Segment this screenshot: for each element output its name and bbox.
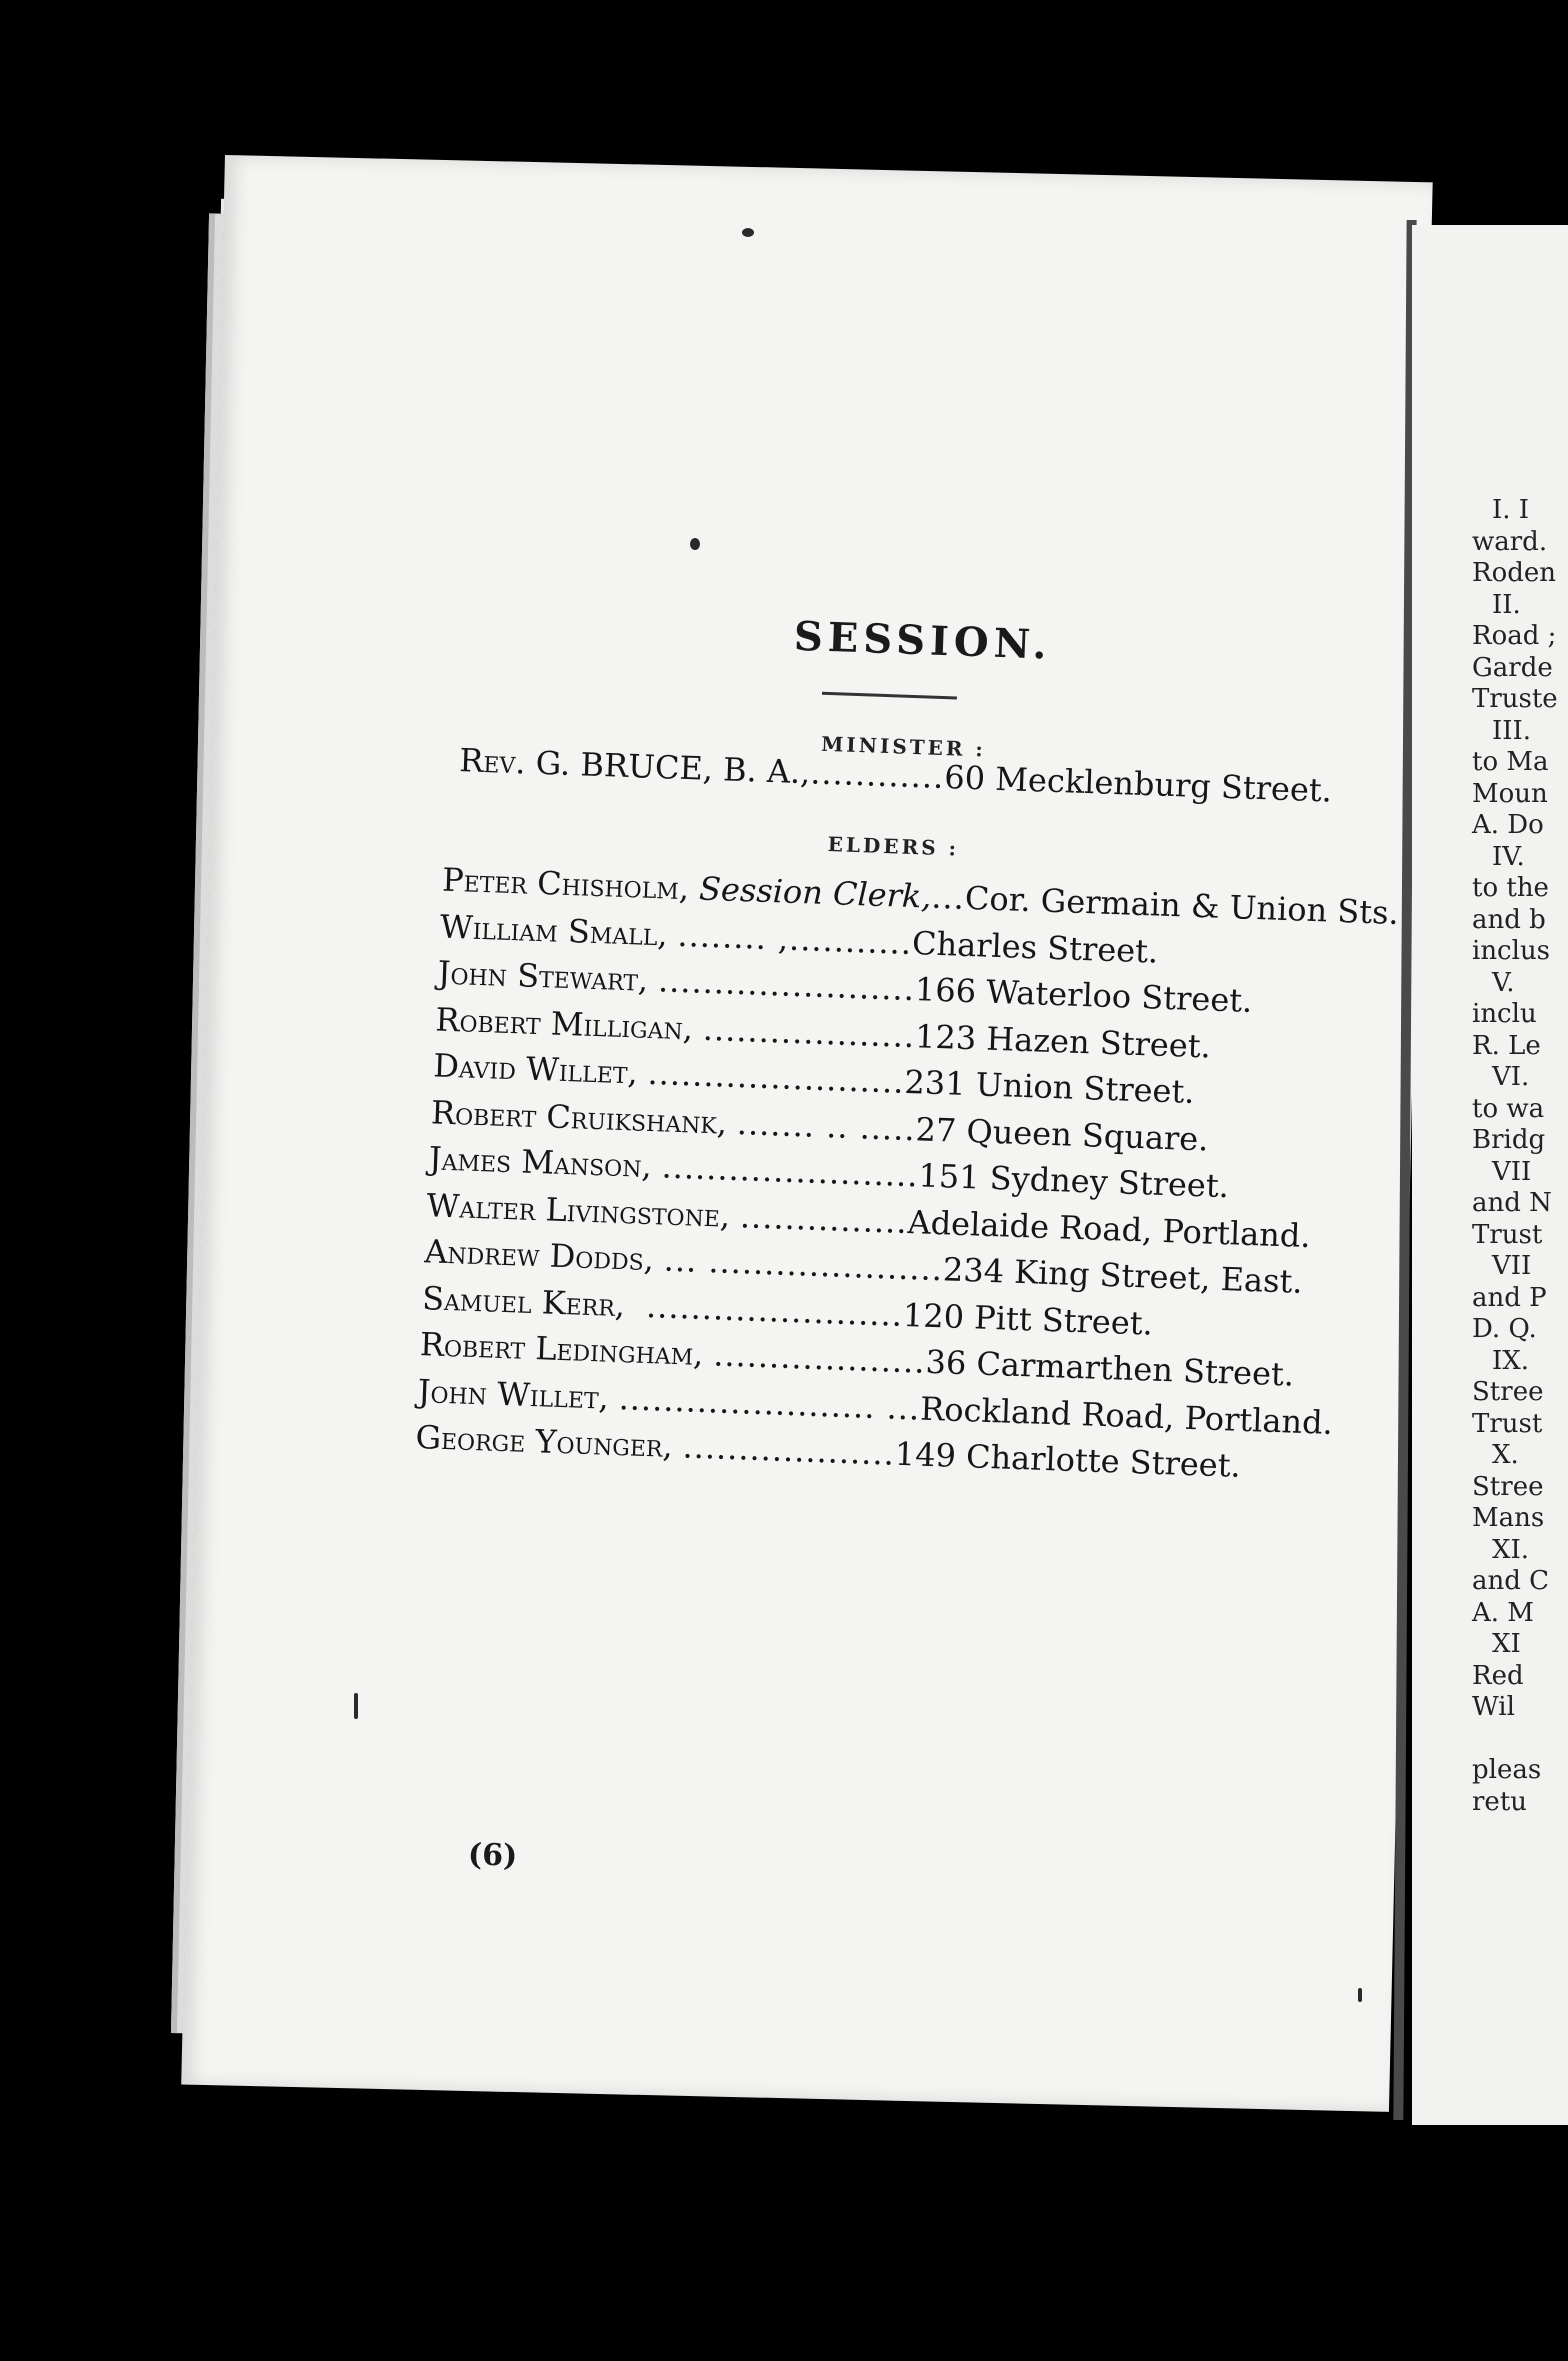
elder-address: 149 Charlotte Street. <box>894 1434 1242 1485</box>
leader-dots: ....... .. ..... <box>736 1103 917 1148</box>
right-page-text: A. Do <box>1472 810 1544 840</box>
ink-speck <box>690 538 700 550</box>
page-number: (6) <box>467 1837 518 1874</box>
right-page-text: R. Le <box>1472 1030 1541 1061</box>
leader-dots: ................... <box>712 1335 927 1381</box>
elder-address: 123 Hazen Street. <box>914 1016 1212 1066</box>
elder-name: Robert Ledingham, <box>419 1325 705 1373</box>
elder-name: Robert Cruikshank, <box>430 1092 728 1142</box>
right-page-text: Trust <box>1472 1408 1543 1439</box>
leader-dots: ....................... <box>661 1147 920 1195</box>
leader-dots: ....................... <box>647 1053 906 1101</box>
right-page-text: Wil <box>1472 1692 1515 1722</box>
right-page-text: I. I <box>1492 495 1530 525</box>
elder-name: Samuel Kerr, <box>421 1278 626 1324</box>
leader-dots: ................... <box>682 1427 896 1473</box>
elder-name: David Willet, <box>432 1046 639 1092</box>
right-page-text: Truste <box>1472 684 1558 714</box>
leader-dots: ....................... <box>634 1286 904 1334</box>
minister-heading: MINISTER : <box>820 731 987 762</box>
right-page-text: V. <box>1492 967 1515 998</box>
right-page-text: Bridg <box>1472 1125 1546 1155</box>
elder-address: 231 Union Street. <box>903 1062 1196 1111</box>
right-page-text: IV. <box>1492 841 1525 872</box>
elder-name: John Stewart, <box>437 953 649 999</box>
page-title: SESSION. <box>793 612 1053 669</box>
elder-name: Peter Chisholm, <box>441 860 690 908</box>
right-page-text: XI. <box>1492 1534 1530 1565</box>
right-page-text: to wa <box>1472 1093 1545 1124</box>
leader-dots: ....................... ... <box>618 1378 921 1428</box>
right-page-text: pleas <box>1472 1755 1542 1785</box>
ink-speck <box>354 1693 358 1719</box>
right-page-text: VII <box>1492 1156 1532 1187</box>
right-page-text: to the <box>1472 873 1549 903</box>
elder-name: John Willet, <box>417 1371 610 1417</box>
elder-name: Walter Livingstone, <box>426 1185 731 1235</box>
elder-address: 151 Sydney Street. <box>917 1156 1230 1206</box>
elder-name: William Small, <box>439 907 669 953</box>
elder-address: Rockland Road, Portland. <box>919 1389 1334 1442</box>
right-page-text: inclu <box>1472 999 1537 1029</box>
elder-name: George Younger, <box>414 1418 674 1465</box>
right-page-text: VI. <box>1492 1062 1530 1092</box>
leader-dots: ....................... <box>657 961 916 1009</box>
right-page-text: Stree <box>1472 1471 1544 1502</box>
right-page-text: inclus <box>1472 936 1551 966</box>
elder-address: 36 Carmarthen Street. <box>924 1342 1295 1394</box>
right-page-text: Red <box>1472 1660 1524 1691</box>
right-page <box>1412 225 1568 2125</box>
elder-address: 27 Queen Square. <box>915 1109 1210 1158</box>
elder-address: Cor. Germain & Union Sts. <box>964 878 1400 932</box>
right-page-text: and N <box>1472 1188 1552 1218</box>
elder-address: Adelaide Road, Portland. <box>906 1202 1312 1255</box>
leader-dots: ... <box>930 877 966 917</box>
right-page-text: and P <box>1472 1282 1547 1313</box>
elder-name: Andrew Dodds, <box>423 1232 655 1279</box>
right-page-text: ward. <box>1472 526 1548 557</box>
elder-address: 166 Waterloo Street. <box>914 970 1253 1020</box>
elder-role: Session Clerk, <box>698 869 933 916</box>
elder-name: James Manson, <box>428 1139 653 1186</box>
right-page-text: Road ; <box>1472 621 1557 651</box>
leader-dots: ... ..................... <box>663 1240 944 1289</box>
leader-dots: ............... <box>739 1196 909 1241</box>
ink-speck <box>1358 1988 1362 2002</box>
elders-heading: ELDERS : <box>827 832 960 861</box>
right-page-text: Roden <box>1472 558 1557 588</box>
leader-dots: ............ <box>809 753 946 797</box>
right-page-text: D. Q. <box>1472 1314 1537 1344</box>
elder-name: Robert Milligan, <box>434 999 694 1047</box>
right-page-text: and b <box>1472 904 1546 935</box>
ink-speck <box>742 228 754 237</box>
minister-address: 60 Mecklenburg Street. <box>943 758 1333 810</box>
right-page-text: A. M <box>1472 1597 1534 1628</box>
right-page-text: and C <box>1472 1566 1550 1596</box>
right-page-text: XI <box>1492 1629 1521 1659</box>
right-page-text: IX. <box>1492 1345 1530 1376</box>
leader-dots: ................... <box>702 1009 916 1055</box>
minister-name: Rev. G. BRUCE, B. A., <box>458 741 812 792</box>
right-page-text: Mans <box>1472 1503 1545 1533</box>
right-page-text: Garde <box>1472 652 1553 683</box>
right-page-text: retu <box>1472 1786 1528 1817</box>
right-page-text: Moun <box>1472 778 1548 809</box>
elder-address: Charles Street. <box>911 923 1159 971</box>
right-page-text: X. <box>1492 1440 1519 1470</box>
right-page-text: Trust <box>1472 1219 1543 1250</box>
leader-dots: ........ ,........... <box>677 915 913 962</box>
right-page-text: to Ma <box>1472 747 1549 777</box>
title-rule <box>822 692 957 700</box>
right-page-text: II. <box>1492 589 1521 620</box>
elder-address: 234 King Street, East. <box>942 1250 1304 1301</box>
elder-address: 120 Pitt Street. <box>902 1295 1154 1343</box>
right-page-text: Stree <box>1472 1377 1544 1407</box>
right-page-text: III. <box>1492 715 1532 746</box>
right-page-text: VII <box>1492 1251 1532 1281</box>
